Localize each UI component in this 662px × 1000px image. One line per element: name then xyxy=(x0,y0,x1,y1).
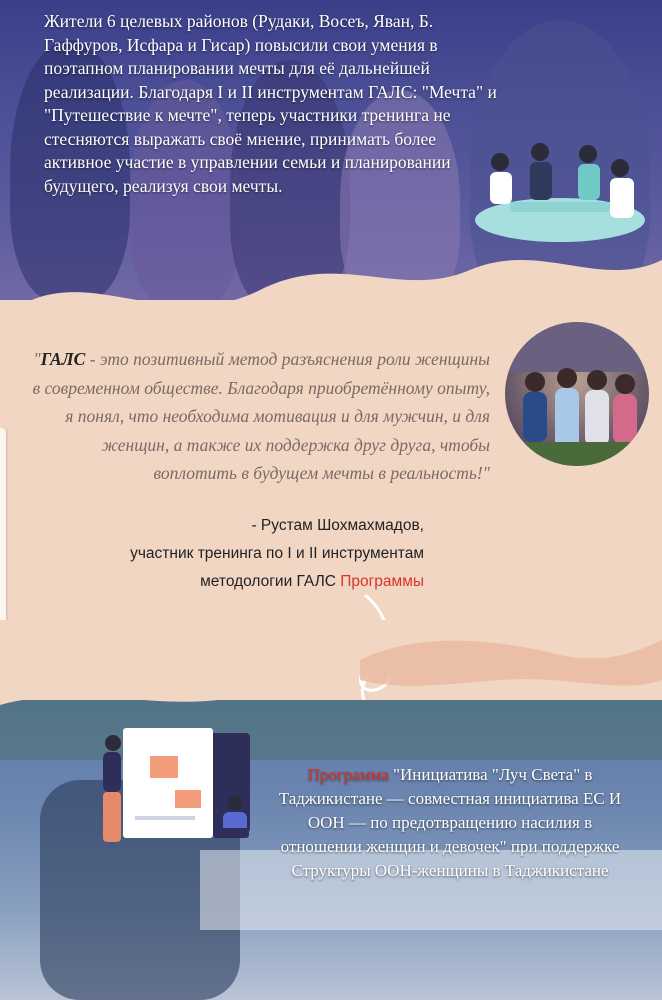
author-program-prefix: методологии ГАЛС xyxy=(200,573,341,590)
quote-body: - это позитивный метод разъяснения роли женщины в современном обществе. Благодаря приобретённому опыту, я понял, что необходима мотивация и для мужчин, и для женщин, а также их поддержка друг друга, чтобы воплотить в будущем мечты в реальность!" xyxy=(32,349,490,483)
footer-body: "Инициатива "Луч Света" в Таджикистане — совместная инициатива ЕС И ООН — по предотвращению насилия в отношении женщин и девочек" при поддержке Структуры ООН-женщины в Таджикистане xyxy=(278,765,622,880)
quote-text xyxy=(30,345,490,488)
wave-divider-bottom xyxy=(0,620,662,740)
quote-open: " xyxy=(33,349,41,369)
quote-author xyxy=(70,512,424,596)
footer-text xyxy=(270,763,630,883)
intro-text: Жители 6 целевых районов (Рудаки, Восеъ, Яван, Б. Гаффуров, Исфара и Гисар) повысили свои умения в поэтапном планировании мечты для её дальнейшей реализации. Благодаря I и II инструментам ГАЛС: "Мечта" и "Путешествие к мечте", теперь участники тренинга не стесняются выражать своё мнение, принимать более активное участие в управлении семьи и планировании будущего, реализуя свои мечты. xyxy=(44,11,497,196)
footer-highlight: Программа xyxy=(307,765,389,784)
author-photo xyxy=(505,322,649,466)
presentation-illustration xyxy=(95,728,265,858)
author-role: участник тренинга по I и II инструментам xyxy=(130,545,424,562)
quote-emphasis: ГАЛС xyxy=(40,349,86,369)
author-name: - Рустам Шохмахмадов, xyxy=(251,517,424,534)
author-program-highlight: Программы xyxy=(340,573,424,590)
